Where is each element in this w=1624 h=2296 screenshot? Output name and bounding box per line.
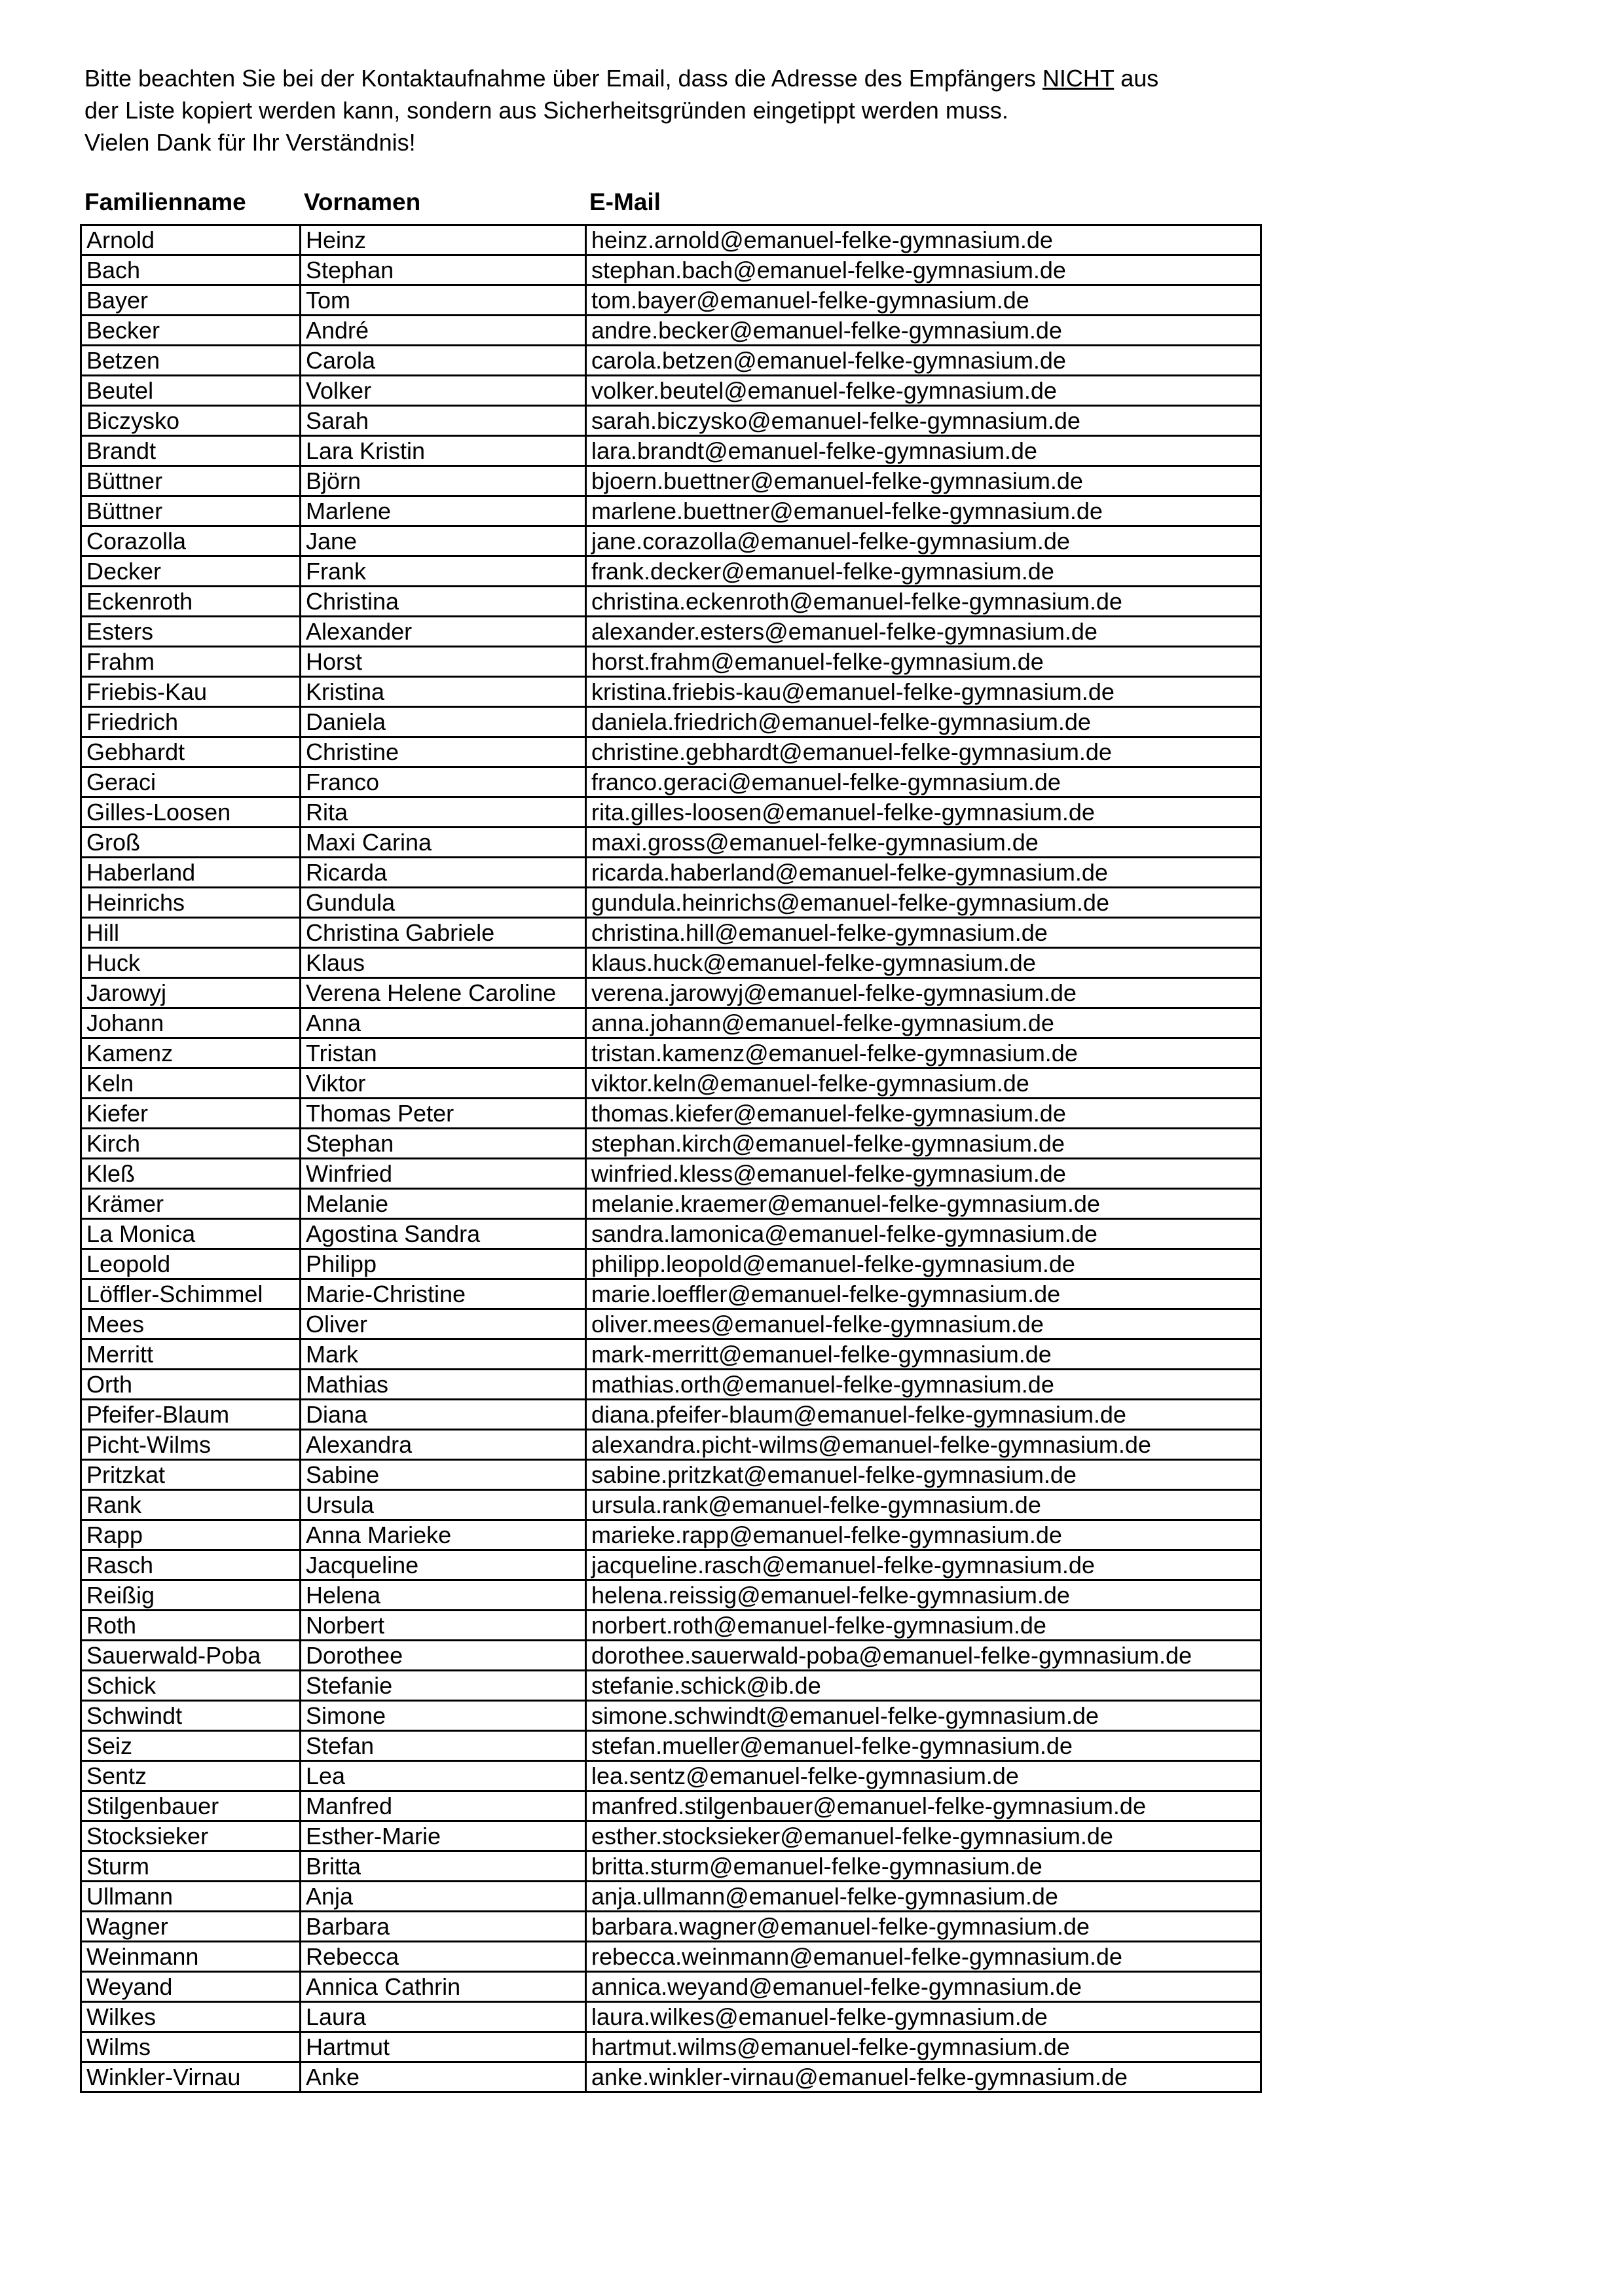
cell-email: volker.beutel@emanuel-felke-gymnasium.de	[586, 376, 1261, 406]
cell-email: christina.eckenroth@emanuel-felke-gymnasium.de	[586, 587, 1261, 617]
cell-email: rebecca.weinmann@emanuel-felke-gymnasium.de	[586, 1942, 1261, 1972]
table-row	[81, 346, 1261, 376]
cell-email: oliver.mees@emanuel-felke-gymnasium.de	[586, 1309, 1261, 1339]
cell-vornamen: Horst	[301, 647, 586, 677]
cell-email: christina.hill@emanuel-felke-gymnasium.de	[586, 918, 1261, 948]
cell-familienname: Johann	[81, 1008, 301, 1038]
cell-email: laura.wilkes@emanuel-felke-gymnasium.de	[586, 2002, 1261, 2032]
cell-vornamen: Esther-Marie	[301, 1821, 586, 1851]
cell-vornamen: Volker	[301, 376, 586, 406]
header-vornamen: Vornamen	[304, 189, 421, 215]
cell-vornamen: Lara Kristin	[301, 436, 586, 466]
cell-email: dorothee.sauerwald-poba@emanuel-felke-gymnasium.de	[586, 1641, 1261, 1671]
table-row	[81, 1008, 1261, 1038]
cell-vornamen: Stephan	[301, 1129, 586, 1159]
cell-familienname: Pritzkat	[81, 1460, 301, 1490]
cell-familienname: Orth	[81, 1370, 301, 1400]
cell-email: barbara.wagner@emanuel-felke-gymnasium.de	[586, 1912, 1261, 1942]
header-email: E-Mail	[589, 189, 661, 215]
cell-vornamen: Annica Cathrin	[301, 1972, 586, 2002]
cell-vornamen: Melanie	[301, 1189, 586, 1219]
cell-familienname: Sauerwald-Poba	[81, 1641, 301, 1671]
cell-email: sandra.lamonica@emanuel-felke-gymnasium.de	[586, 1219, 1261, 1249]
cell-email: mathias.orth@emanuel-felke-gymnasium.de	[586, 1370, 1261, 1400]
table-row	[81, 1279, 1261, 1309]
cell-vornamen: Anna Marieke	[301, 1520, 586, 1550]
notice-line-2: der Liste kopiert werden kann, sondern aus Sicherheitsgründen eingetippt werden muss.	[84, 97, 1008, 124]
cell-email: helena.reissig@emanuel-felke-gymnasium.de	[586, 1580, 1261, 1611]
cell-vornamen: Daniela	[301, 707, 586, 737]
cell-familienname: Biczysko	[81, 406, 301, 436]
cell-email: stephan.kirch@emanuel-felke-gymnasium.de	[586, 1129, 1261, 1159]
cell-vornamen: Maxi Carina	[301, 828, 586, 858]
cell-familienname: Groß	[81, 828, 301, 858]
cell-familienname: Friedrich	[81, 707, 301, 737]
cell-email: philipp.leopold@emanuel-felke-gymnasium.de	[586, 1249, 1261, 1279]
cell-vornamen: Norbert	[301, 1611, 586, 1641]
cell-familienname: Jarowyj	[81, 978, 301, 1008]
cell-familienname: Büttner	[81, 466, 301, 496]
cell-familienname: Haberland	[81, 858, 301, 888]
notice-line-1-end: aus	[1114, 65, 1159, 92]
cell-vornamen: Mathias	[301, 1370, 586, 1400]
table-row	[81, 496, 1261, 526]
cell-familienname: Eckenroth	[81, 587, 301, 617]
cell-familienname: Decker	[81, 556, 301, 587]
cell-email: andre.becker@emanuel-felke-gymnasium.de	[586, 316, 1261, 346]
cell-vornamen: Ursula	[301, 1490, 586, 1520]
cell-familienname: Frahm	[81, 647, 301, 677]
notice-line-1	[84, 62, 1329, 94]
table-row	[81, 1972, 1261, 2002]
cell-familienname: Schick	[81, 1671, 301, 1701]
table-row	[81, 1550, 1261, 1580]
cell-familienname: Roth	[81, 1611, 301, 1641]
cell-familienname: Krämer	[81, 1189, 301, 1219]
cell-email: ursula.rank@emanuel-felke-gymnasium.de	[586, 1490, 1261, 1520]
table-row	[81, 1851, 1261, 1882]
cell-email: marieke.rapp@emanuel-felke-gymnasium.de	[586, 1520, 1261, 1550]
table-row	[81, 1309, 1261, 1339]
cell-familienname: Winkler-Virnau	[81, 2062, 301, 2092]
cell-vornamen: Diana	[301, 1400, 586, 1430]
cell-vornamen: Jane	[301, 526, 586, 556]
cell-email: lara.brandt@emanuel-felke-gymnasium.de	[586, 436, 1261, 466]
cell-familienname: Merritt	[81, 1339, 301, 1370]
cell-email: maxi.gross@emanuel-felke-gymnasium.de	[586, 828, 1261, 858]
cell-familienname: Hill	[81, 918, 301, 948]
table-row	[81, 1821, 1261, 1851]
table-row	[81, 1159, 1261, 1189]
cell-email: norbert.roth@emanuel-felke-gymnasium.de	[586, 1611, 1261, 1641]
cell-familienname: La Monica	[81, 1219, 301, 1249]
table-row	[81, 587, 1261, 617]
cell-vornamen: Stephan	[301, 255, 586, 285]
cell-vornamen: Simone	[301, 1701, 586, 1731]
table-row	[81, 1099, 1261, 1129]
notice-line-3: Vielen Dank für Ihr Verständnis!	[84, 129, 416, 156]
cell-email: anna.johann@emanuel-felke-gymnasium.de	[586, 1008, 1261, 1038]
cell-familienname: Becker	[81, 316, 301, 346]
cell-email: gundula.heinrichs@emanuel-felke-gymnasium.de	[586, 888, 1261, 918]
table-row	[81, 1791, 1261, 1821]
cell-email: anke.winkler-virnau@emanuel-felke-gymnasium.de	[586, 2062, 1261, 2092]
cell-vornamen: Viktor	[301, 1068, 586, 1099]
cell-vornamen: Britta	[301, 1851, 586, 1882]
cell-familienname: Esters	[81, 617, 301, 647]
cell-email: annica.weyand@emanuel-felke-gymnasium.de	[586, 1972, 1261, 2002]
table-row	[81, 918, 1261, 948]
cell-vornamen: Laura	[301, 2002, 586, 2032]
table-row	[81, 1370, 1261, 1400]
cell-email: britta.sturm@emanuel-felke-gymnasium.de	[586, 1851, 1261, 1882]
copy-notice	[84, 62, 1329, 158]
table-row	[81, 556, 1261, 587]
cell-email: hartmut.wilms@emanuel-felke-gymnasium.de	[586, 2032, 1261, 2062]
table-row	[81, 1701, 1261, 1731]
cell-familienname: Sturm	[81, 1851, 301, 1882]
cell-email: stephan.bach@emanuel-felke-gymnasium.de	[586, 255, 1261, 285]
cell-familienname: Kirch	[81, 1129, 301, 1159]
cell-familienname: Gebhardt	[81, 737, 301, 767]
cell-vornamen: Manfred	[301, 1791, 586, 1821]
cell-email: horst.frahm@emanuel-felke-gymnasium.de	[586, 647, 1261, 677]
cell-vornamen: Marie-Christine	[301, 1279, 586, 1309]
cell-vornamen: Verena Helene Caroline	[301, 978, 586, 1008]
cell-familienname: Huck	[81, 948, 301, 978]
table-row	[81, 1339, 1261, 1370]
cell-email: anja.ullmann@emanuel-felke-gymnasium.de	[586, 1882, 1261, 1912]
table-row	[81, 1400, 1261, 1430]
cell-familienname: Keln	[81, 1068, 301, 1099]
cell-vornamen: Sabine	[301, 1460, 586, 1490]
table-row	[81, 1671, 1261, 1701]
cell-familienname: Seiz	[81, 1731, 301, 1761]
cell-vornamen: Björn	[301, 466, 586, 496]
table-row	[81, 707, 1261, 737]
cell-familienname: Mees	[81, 1309, 301, 1339]
table-row	[81, 1129, 1261, 1159]
table-row	[81, 225, 1261, 255]
cell-familienname: Wilkes	[81, 2002, 301, 2032]
table-row	[81, 1761, 1261, 1791]
cell-vornamen: Carola	[301, 346, 586, 376]
cell-vornamen: Franco	[301, 767, 586, 797]
table-row	[81, 466, 1261, 496]
cell-familienname: Betzen	[81, 346, 301, 376]
cell-familienname: Beutel	[81, 376, 301, 406]
cell-familienname: Gilles-Loosen	[81, 797, 301, 828]
table-row	[81, 858, 1261, 888]
table-row	[81, 436, 1261, 466]
cell-vornamen: Anke	[301, 2062, 586, 2092]
cell-email: daniela.friedrich@emanuel-felke-gymnasium.de	[586, 707, 1261, 737]
cell-email: stefan.mueller@emanuel-felke-gymnasium.de	[586, 1731, 1261, 1761]
table-row	[81, 828, 1261, 858]
table-row	[81, 1430, 1261, 1460]
cell-email: ricarda.haberland@emanuel-felke-gymnasium.de	[586, 858, 1261, 888]
cell-familienname: Heinrichs	[81, 888, 301, 918]
table-row	[81, 255, 1261, 285]
table-row	[81, 1490, 1261, 1520]
cell-vornamen: Alexander	[301, 617, 586, 647]
cell-vornamen: Christina Gabriele	[301, 918, 586, 948]
cell-email: tom.bayer@emanuel-felke-gymnasium.de	[586, 285, 1261, 316]
cell-email: jane.corazolla@emanuel-felke-gymnasium.de	[586, 526, 1261, 556]
cell-familienname: Picht-Wilms	[81, 1430, 301, 1460]
cell-email: lea.sentz@emanuel-felke-gymnasium.de	[586, 1761, 1261, 1791]
cell-email: viktor.keln@emanuel-felke-gymnasium.de	[586, 1068, 1261, 1099]
cell-vornamen: Hartmut	[301, 2032, 586, 2062]
cell-familienname: Sentz	[81, 1761, 301, 1791]
cell-email: simone.schwindt@emanuel-felke-gymnasium.de	[586, 1701, 1261, 1731]
cell-email: manfred.stilgenbauer@emanuel-felke-gymnasium.de	[586, 1791, 1261, 1821]
cell-vornamen: Philipp	[301, 1249, 586, 1279]
table-row	[81, 617, 1261, 647]
cell-email: sarah.biczysko@emanuel-felke-gymnasium.de	[586, 406, 1261, 436]
cell-familienname: Weyand	[81, 1972, 301, 2002]
table-row	[81, 1460, 1261, 1490]
cell-vornamen: Tom	[301, 285, 586, 316]
cell-email: esther.stocksieker@emanuel-felke-gymnasium.de	[586, 1821, 1261, 1851]
cell-familienname: Reißig	[81, 1580, 301, 1611]
cell-vornamen: Dorothee	[301, 1641, 586, 1671]
cell-email: heinz.arnold@emanuel-felke-gymnasium.de	[586, 225, 1261, 255]
cell-vornamen: Helena	[301, 1580, 586, 1611]
cell-familienname: Rasch	[81, 1550, 301, 1580]
cell-email: jacqueline.rasch@emanuel-felke-gymnasium.de	[586, 1550, 1261, 1580]
table-row	[81, 316, 1261, 346]
cell-familienname: Kamenz	[81, 1038, 301, 1068]
table-row	[81, 2062, 1261, 2092]
cell-vornamen: André	[301, 316, 586, 346]
cell-vornamen: Alexandra	[301, 1430, 586, 1460]
cell-familienname: Büttner	[81, 496, 301, 526]
cell-email: carola.betzen@emanuel-felke-gymnasium.de	[586, 346, 1261, 376]
cell-email: klaus.huck@emanuel-felke-gymnasium.de	[586, 948, 1261, 978]
cell-familienname: Löffler-Schimmel	[81, 1279, 301, 1309]
cell-email: stefanie.schick@ib.de	[586, 1671, 1261, 1701]
table-row	[81, 677, 1261, 707]
table-row	[81, 1611, 1261, 1641]
cell-vornamen: Barbara	[301, 1912, 586, 1942]
cell-familienname: Weinmann	[81, 1942, 301, 1972]
cell-familienname: Stilgenbauer	[81, 1791, 301, 1821]
cell-familienname: Rapp	[81, 1520, 301, 1550]
table-row	[81, 1219, 1261, 1249]
cell-vornamen: Kristina	[301, 677, 586, 707]
cell-familienname: Schwindt	[81, 1701, 301, 1731]
table-row	[81, 647, 1261, 677]
cell-familienname: Arnold	[81, 225, 301, 255]
cell-familienname: Kleß	[81, 1159, 301, 1189]
table-row	[81, 1249, 1261, 1279]
cell-vornamen: Heinz	[301, 225, 586, 255]
cell-email: sabine.pritzkat@emanuel-felke-gymnasium.de	[586, 1460, 1261, 1490]
cell-vornamen: Christina	[301, 587, 586, 617]
table-row	[81, 526, 1261, 556]
table-row	[81, 1942, 1261, 1972]
cell-familienname: Friebis-Kau	[81, 677, 301, 707]
table-row	[81, 2032, 1261, 2062]
cell-email: rita.gilles-loosen@emanuel-felke-gymnasium.de	[586, 797, 1261, 828]
cell-vornamen: Frank	[301, 556, 586, 587]
cell-email: marlene.buettner@emanuel-felke-gymnasium.de	[586, 496, 1261, 526]
cell-familienname: Leopold	[81, 1249, 301, 1279]
table-row	[81, 767, 1261, 797]
cell-vornamen: Anna	[301, 1008, 586, 1038]
table-row	[81, 1912, 1261, 1942]
cell-familienname: Pfeifer-Blaum	[81, 1400, 301, 1430]
table-row	[81, 1731, 1261, 1761]
cell-vornamen: Stefanie	[301, 1671, 586, 1701]
table-row	[81, 1520, 1261, 1550]
table-row	[81, 285, 1261, 316]
cell-email: marie.loeffler@emanuel-felke-gymnasium.de	[586, 1279, 1261, 1309]
cell-familienname: Kiefer	[81, 1099, 301, 1129]
cell-vornamen: Rebecca	[301, 1942, 586, 1972]
cell-vornamen: Christine	[301, 737, 586, 767]
cell-vornamen: Sarah	[301, 406, 586, 436]
cell-vornamen: Mark	[301, 1339, 586, 1370]
table-row	[81, 2002, 1261, 2032]
cell-email: christine.gebhardt@emanuel-felke-gymnasium.de	[586, 737, 1261, 767]
cell-email: tristan.kamenz@emanuel-felke-gymnasium.de	[586, 1038, 1261, 1068]
table-row	[81, 1189, 1261, 1219]
cell-email: bjoern.buettner@emanuel-felke-gymnasium.de	[586, 466, 1261, 496]
notice-line-1-start: Bitte beachten Sie bei der Kontaktaufnahme über Email, dass die Adresse des Empfängers	[84, 65, 1043, 92]
cell-vornamen: Gundula	[301, 888, 586, 918]
table-row	[81, 376, 1261, 406]
cell-familienname: Ullmann	[81, 1882, 301, 1912]
cell-vornamen: Marlene	[301, 496, 586, 526]
cell-familienname: Corazolla	[81, 526, 301, 556]
header-familienname: Familienname	[84, 189, 246, 215]
contact-table-body	[81, 225, 1261, 2092]
cell-email: alexandra.picht-wilms@emanuel-felke-gymnasium.de	[586, 1430, 1261, 1460]
cell-email: alexander.esters@emanuel-felke-gymnasium.de	[586, 617, 1261, 647]
contact-table	[80, 224, 1262, 2093]
cell-email: frank.decker@emanuel-felke-gymnasium.de	[586, 556, 1261, 587]
cell-email: winfried.kless@emanuel-felke-gymnasium.de	[586, 1159, 1261, 1189]
notice-emphasis-nicht: NICHT	[1042, 65, 1115, 92]
cell-email: diana.pfeifer-blaum@emanuel-felke-gymnasium.de	[586, 1400, 1261, 1430]
cell-vornamen: Lea	[301, 1761, 586, 1791]
cell-email: franco.geraci@emanuel-felke-gymnasium.de	[586, 767, 1261, 797]
table-row	[81, 948, 1261, 978]
cell-email: verena.jarowyj@emanuel-felke-gymnasium.de	[586, 978, 1261, 1008]
cell-familienname: Bach	[81, 255, 301, 285]
table-row	[81, 888, 1261, 918]
cell-vornamen: Winfried	[301, 1159, 586, 1189]
cell-vornamen: Klaus	[301, 948, 586, 978]
cell-familienname: Wilms	[81, 2032, 301, 2062]
cell-vornamen: Jacqueline	[301, 1550, 586, 1580]
cell-email: melanie.kraemer@emanuel-felke-gymnasium.de	[586, 1189, 1261, 1219]
cell-vornamen: Rita	[301, 797, 586, 828]
cell-familienname: Stocksieker	[81, 1821, 301, 1851]
cell-familienname: Bayer	[81, 285, 301, 316]
cell-familienname: Brandt	[81, 436, 301, 466]
cell-email: mark-merritt@emanuel-felke-gymnasium.de	[586, 1339, 1261, 1370]
cell-vornamen: Ricarda	[301, 858, 586, 888]
cell-email: thomas.kiefer@emanuel-felke-gymnasium.de	[586, 1099, 1261, 1129]
table-row	[81, 978, 1261, 1008]
cell-vornamen: Stefan	[301, 1731, 586, 1761]
cell-vornamen: Tristan	[301, 1038, 586, 1068]
table-row	[81, 1641, 1261, 1671]
cell-vornamen: Oliver	[301, 1309, 586, 1339]
cell-familienname: Wagner	[81, 1912, 301, 1942]
table-row	[81, 1882, 1261, 1912]
table-row	[81, 1038, 1261, 1068]
cell-vornamen: Thomas Peter	[301, 1099, 586, 1129]
table-row	[81, 406, 1261, 436]
cell-email: kristina.friebis-kau@emanuel-felke-gymnasium.de	[586, 677, 1261, 707]
table-row	[81, 737, 1261, 767]
cell-vornamen: Agostina Sandra	[301, 1219, 586, 1249]
cell-familienname: Rank	[81, 1490, 301, 1520]
cell-vornamen: Anja	[301, 1882, 586, 1912]
table-row	[81, 1068, 1261, 1099]
table-row	[81, 797, 1261, 828]
cell-familienname: Geraci	[81, 767, 301, 797]
table-row	[81, 1580, 1261, 1611]
